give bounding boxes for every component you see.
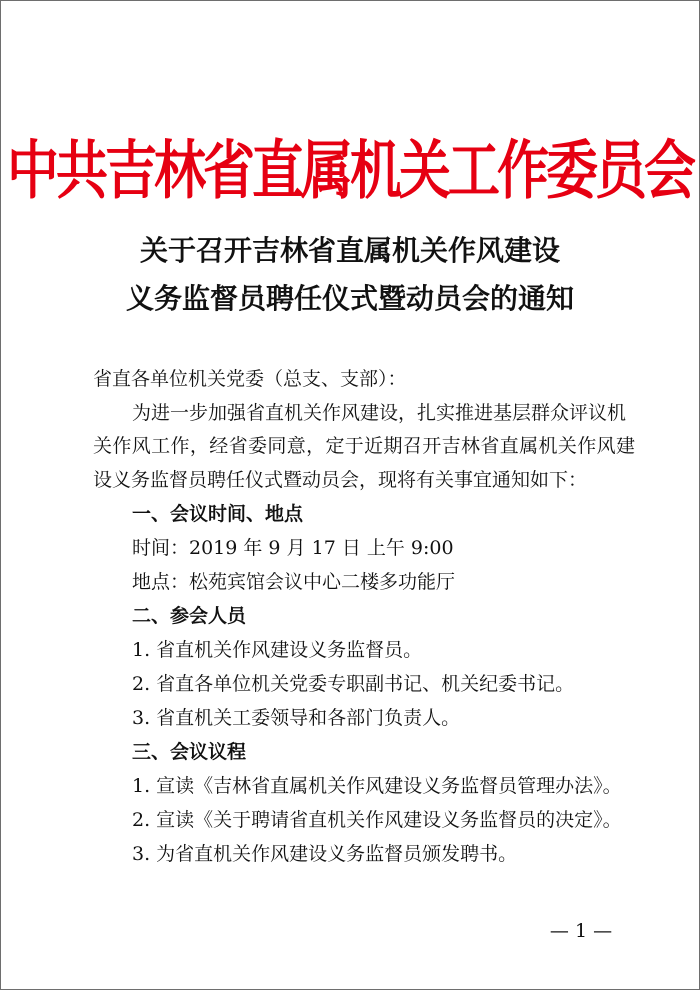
salutation: 省直各单位机关党委（总支、支部）： (93, 368, 407, 390)
notice-title-line-1: 关于召开吉林省直属机关作风建设 (139, 234, 560, 267)
intro-paragraph-line-3: 设义务监督员聘任仪式暨动员会，现将有关事宜通知如下： (93, 469, 588, 491)
intro-paragraph-line-1: 为进一步加强省直机关作风建设，扎实推进基层群众评议机 (132, 402, 627, 424)
section-heading-agenda: 三、会议议程 (132, 741, 247, 763)
attendee-item: 1. 省直机关作风建设义务监督员。 (132, 639, 423, 661)
section-heading-time-location: 一、会议时间、地点 (132, 503, 304, 525)
meeting-location: 地点：松苑宾馆会议中心二楼多功能厅 (132, 571, 456, 593)
attendee-item: 3. 省直机关工委领导和各部门负责人。 (132, 707, 461, 729)
meeting-time: 时间：2019 年 9 月 17 日 上午 9:00 (132, 537, 454, 559)
agenda-item: 2. 宣读《关于聘请省直机关作风建设义务监督员的决定》。 (132, 809, 622, 831)
intro-paragraph-line-2: 关作风工作，经省委同意，定于近期召开吉林省直属机关作风建 (93, 435, 635, 457)
section-heading-attendees: 二、参会人员 (132, 605, 247, 627)
attendee-item: 2. 省直各单位机关党委专职副书记、机关纪委书记。 (132, 673, 575, 695)
agenda-item: 1. 宣读《吉林省直属机关作风建设义务监督员管理办法》。 (132, 775, 622, 797)
notice-title-line-2: 义务监督员聘任仪式暨动员会的通知 (125, 282, 574, 315)
page-number: — 1 — (549, 920, 613, 942)
issuing-organization-header: 中共吉林省直属机关工作委员会 (6, 133, 693, 209)
agenda-item: 3. 为省直机关作风建设义务监督员颁发聘书。 (132, 843, 518, 865)
